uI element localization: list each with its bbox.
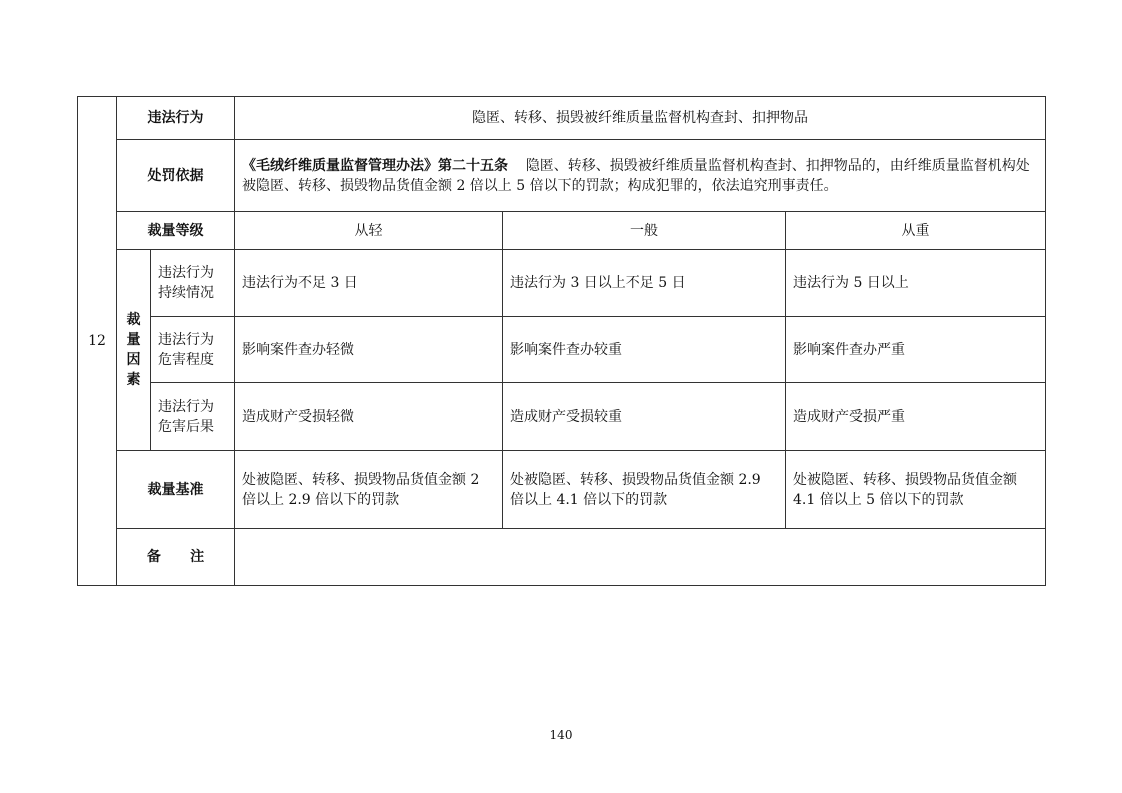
factor-normal: 造成财产受损较重 xyxy=(503,383,786,451)
factor-name: 违法行为危害程度 xyxy=(151,317,235,383)
row-number: 12 xyxy=(78,97,117,586)
benchmark-heavy: 处被隐匿、转移、损毁物品货值金额 4.1 倍以上 5 倍以下的罚款 xyxy=(786,451,1046,529)
remark-label-char: 注 xyxy=(190,549,205,565)
factor-name: 违法行为危害后果 xyxy=(151,383,235,451)
levels-label: 裁量等级 xyxy=(117,212,235,250)
levels-row xyxy=(78,212,1046,250)
level-normal: 一般 xyxy=(503,212,786,250)
benchmark-light: 处被隐匿、转移、损毁物品货值金额 2 倍以上 2.9 倍以下的罚款 xyxy=(235,451,503,529)
factor-normal: 违法行为 3 日以上不足 5 日 xyxy=(503,250,786,317)
level-heavy: 从重 xyxy=(786,212,1046,250)
remark-label-char: 备 xyxy=(146,549,161,565)
factor-normal: 影响案件查办较重 xyxy=(503,317,786,383)
factor-name: 违法行为持续情况 xyxy=(151,250,235,317)
factors-label xyxy=(117,250,151,451)
page-number: 140 xyxy=(549,728,573,742)
benchmark-normal: 处被隐匿、转移、损毁物品货值金额 2.9 倍以上 4.1 倍以下的罚款 xyxy=(503,451,786,529)
factor-row xyxy=(78,250,1046,317)
penalty-table xyxy=(77,96,1046,586)
level-light: 从轻 xyxy=(235,212,503,250)
factors-label-char: 裁 xyxy=(126,312,141,328)
factor-heavy: 造成财产受损严重 xyxy=(786,383,1046,451)
violation-label: 违法行为 xyxy=(117,97,235,140)
benchmark-label: 裁量基准 xyxy=(117,451,235,529)
remark-value xyxy=(235,529,1046,586)
factors-label-char: 素 xyxy=(126,372,141,388)
violation-value: 隐匿、转移、损毁被纤维质量监督机构查封、扣押物品 xyxy=(235,97,1046,140)
basis-content xyxy=(235,140,1046,212)
factor-heavy: 影响案件查办严重 xyxy=(786,317,1046,383)
basis-label: 处罚依据 xyxy=(117,140,235,212)
factor-light: 违法行为不足 3 日 xyxy=(235,250,503,317)
factor-heavy: 违法行为 5 日以上 xyxy=(786,250,1046,317)
factor-row xyxy=(78,383,1046,451)
factor-light: 造成财产受损轻微 xyxy=(235,383,503,451)
factor-row xyxy=(78,317,1046,383)
benchmark-row xyxy=(78,451,1046,529)
basis-law-name: 《毛绒纤维质量监督管理办法》第二十五条 xyxy=(242,157,508,174)
violation-row xyxy=(78,97,1046,140)
factors-label-char: 因 xyxy=(126,352,141,368)
remark-row xyxy=(78,529,1046,586)
factor-light: 影响案件查办轻微 xyxy=(235,317,503,383)
factors-label-char: 量 xyxy=(126,332,141,348)
basis-row xyxy=(78,140,1046,212)
basis-text: 隐匿、转移、损毁被纤维质量监督机构查封、扣押物品的，由纤维质量监督机构处被隐匿、转移、损毁物品货值金额 2 倍以上 5 倍以下的罚款；构成犯罪的，依法追究刑事责任。 xyxy=(242,157,1030,194)
remark-label xyxy=(117,529,235,586)
